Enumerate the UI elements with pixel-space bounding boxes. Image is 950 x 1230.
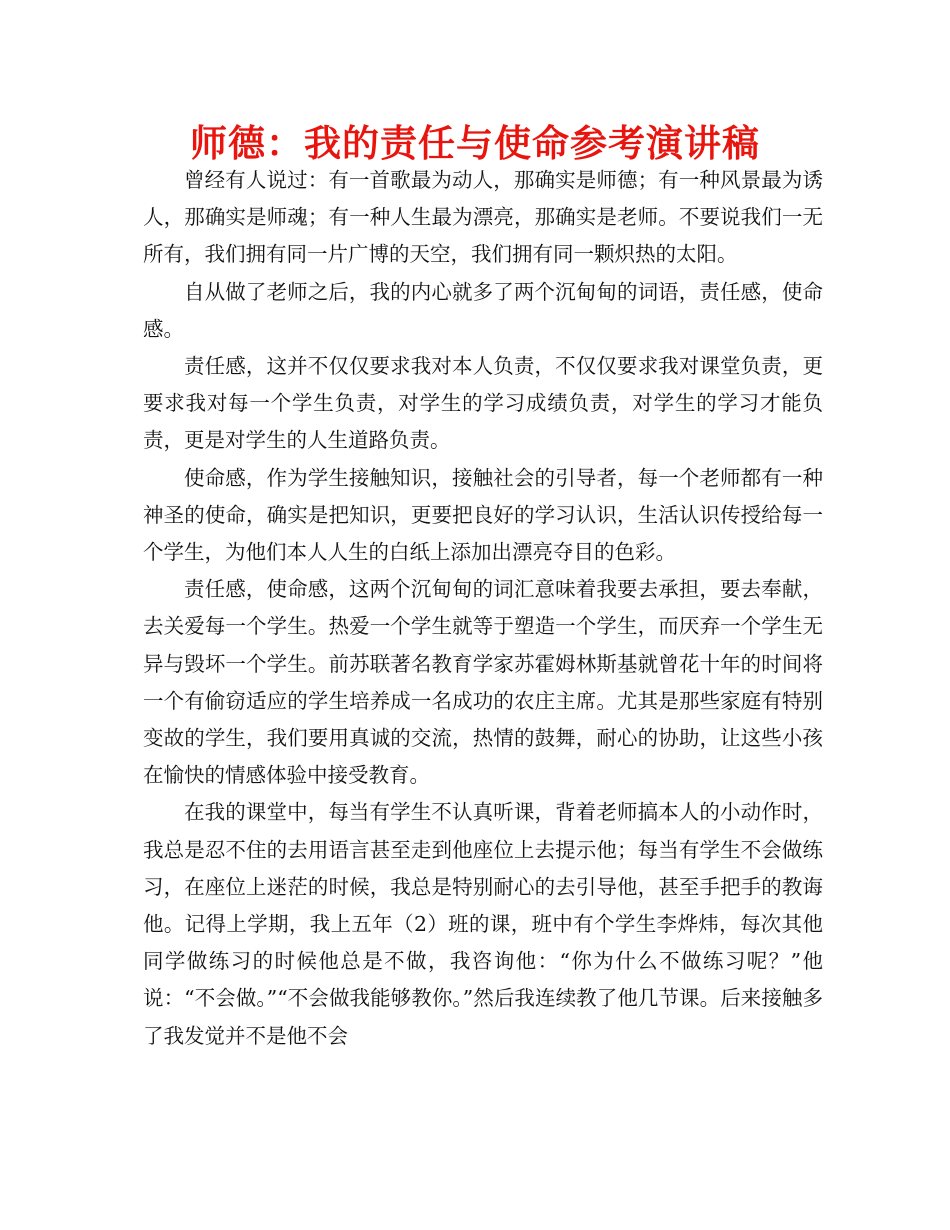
- paragraph: 责任感，这并不仅仅要求我对本人负责，不仅仅要求我对课堂负责，更要求我对每一个学生负责，对学生的学习成绩负责，对学生的学习才能负责，更是对学生的人生道路负责。: [143, 354, 823, 453]
- document-title: 师德：我的责任与使命参考演讲稿: [190, 122, 760, 165]
- paragraph: 责任感，使命感，这两个沉甸甸的词汇意味着我要去承担，要去奉献，去关爱每一个学生。热爱一个学生就等于塑造一个学生，而厌弃一个学生无异与毁坏一个学生。前苏联著名教育学家苏霍姆林斯基就曾花十年的时间将一个有偷窃适应的学生培养成一名成功的农庄主席。尤其是那些家庭有特别变故的学生，我们要用真诚的交流，热情的鼓舞，耐心的协助，让这些小孩在愉快的情感体验中接受教育。: [143, 577, 823, 788]
- paragraph: 自从做了老师之后，我的内心就多了两个沉甸甸的词语，责任感，使命感。: [143, 279, 823, 341]
- document-body: [143, 162, 823, 1055]
- paragraph: 在我的课堂中，每当有学生不认真听课，背着老师搞本人的小动作时，我总是忍不住的去用语言甚至走到他座位上去提示他；每当有学生不会做练习，在座位上迷茫的时候，我总是特别耐心的去引导他，甚至手把手的教诲他。记得上学期，我上五年（2）班的课，班中有个学生李烨炜，每次其他同学做练习的时候他总是不做，我咨询他：“你为什么不做练习呢？”他说：“不会做。”“不会做我能够教你。”然后我连续教了他几节课。后来接触多了我发觉并不是他不会: [143, 800, 823, 1048]
- paragraph: 使命感，作为学生接触知识，接触社会的引导者，每一个老师都有一种神圣的使命，确实是把知识，更要把良好的学习认识，生活认识传授给每一个学生，为他们本人人生的白纸上添加出漂亮夺目的色彩。: [143, 465, 823, 565]
- paragraph: 曾经有人说过：有一首歌最为动人，那确实是师德；有一种风景最为诱人，那确实是师魂；有一种人生最为漂亮，那确实是老师。不要说我们一无所有，我们拥有同一片广博的天空，我们拥有同一颗炽热的太阳。: [143, 168, 823, 267]
